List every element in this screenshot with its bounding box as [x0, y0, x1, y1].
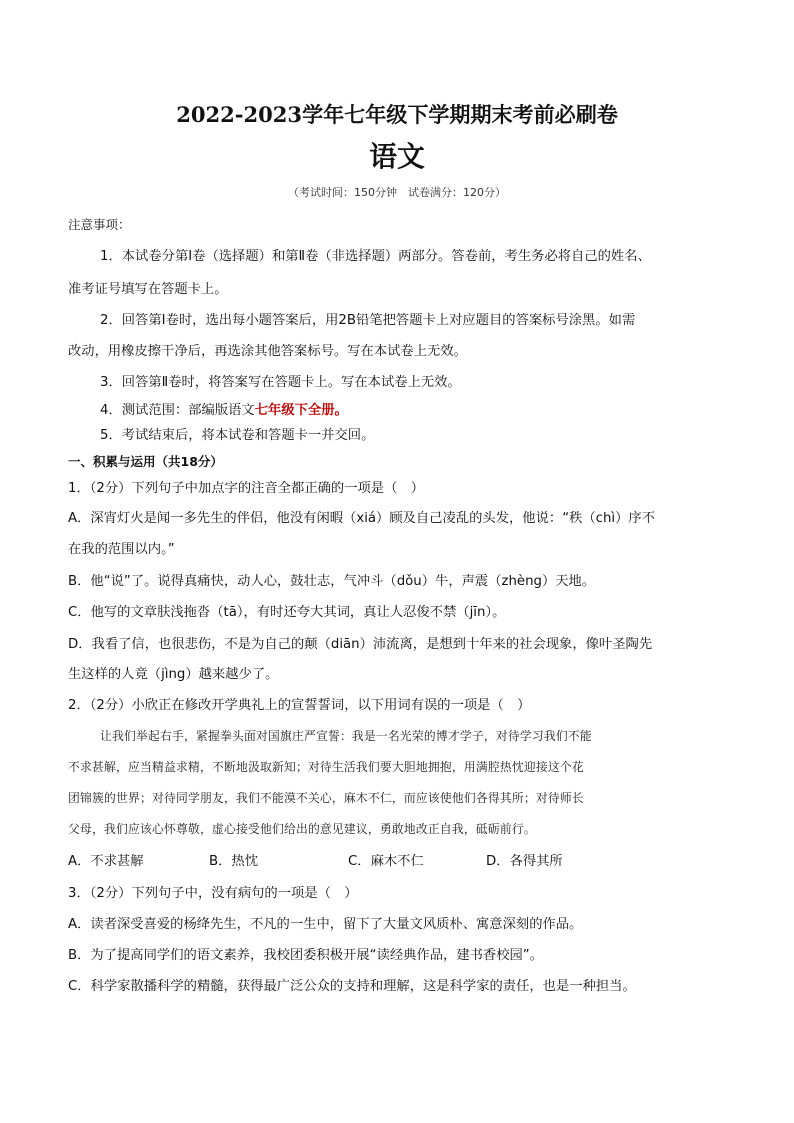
notice-item-1-line-2: 准考证号填写在答题卡上。: [68, 282, 228, 297]
q2-passage-line-2: 不求甚解，应当精益求精，不断地汲取新知；对待生活我们要大胆地拥抱，用满腔热忱迎接这个花: [68, 760, 584, 774]
q1-option-c: C．他写的文章肤浅拖沓（tā），有时还夸大其词，真让人忍俊不禁（jīn）。: [68, 605, 506, 620]
q2-stem: 2．（2分）小欣正在修改开学典礼上的宣誓誓词，以下用词有误的一项是（ ）: [68, 698, 531, 713]
exam-title: 2022-2023学年七年级下学期期末考前必刷卷: [176, 102, 618, 127]
notice-item-5: 5．考试结束后，将本试卷和答题卡一并交回。: [100, 428, 375, 443]
q2-passage-line-4: 父母，我们应该心怀尊敬，虚心接受他们给出的意见建议，勇敢地改正自我，砥砺前行。: [68, 822, 536, 836]
notice-item-2-line-2: 改动，用橡皮擦干净后，再选涂其他答案标号。写在本试卷上无效。: [68, 344, 467, 359]
q1-option-a-line-1: A．深宵灯火是闻一多先生的伴侣，他没有闲暇（xiá）顾及自己凌乱的头发，他说：“秩（chì）序不: [68, 511, 656, 526]
q3-option-c: C．科学家散播科学的精髓，获得最广泛公众的支持和理解，这是科学家的责任，也是一种担当。: [68, 979, 636, 994]
notice-item-3: 3．回答第Ⅱ卷时，将答案写在答题卡上。写在本试卷上无效。: [100, 375, 461, 390]
q2-option-a: A．不求甚解: [68, 854, 144, 869]
q2-passage-line-1: 让我们举起右手，紧握拳头面对国旗庄严宣誓：我是一名光荣的博才学子，对待学习我们不能: [100, 729, 592, 743]
notice-item-4-highlight: 七年级下全册。: [254, 403, 348, 418]
q1-option-d-line-1: D．我看了信，也很悲伤，不是为自己的颠（diān）沛流离，是想到十年来的社会现象，像叶圣陶先: [68, 637, 653, 652]
notice-item-4: [100, 404, 348, 417]
q3-option-b: B．为了提高同学们的语文素养，我校团委积极开展“读经典作品，建书香校园”。: [68, 948, 543, 963]
q2-passage-line-3: 团锦簇的世界；对待同学朋友，我们不能漠不关心，麻木不仁，而应该使他们各得其所；对待师长: [68, 791, 584, 805]
exam-info: （考试时间：150分钟 试卷满分：120分）: [288, 186, 506, 199]
subject-title: 语文: [369, 140, 425, 173]
q2-option-b: B．热忱: [209, 854, 259, 869]
notice-item-2-line-1: 2．回答第Ⅰ卷时，选出每小题答案后，用2B铅笔把答题卡上对应题目的答案标号涂黑。如需: [100, 313, 636, 328]
q3-option-a: A．读者深受喜爱的杨绛先生，不凡的一生中，留下了大量文风质朴、寓意深刻的作品。: [68, 917, 583, 932]
q3-stem: 3．（2分）下列句子中，没有病句的一项是（ ）: [68, 886, 358, 901]
q1-option-a-line-2: 在我的范围以内。”: [68, 542, 175, 557]
notice-heading: 注意事项：: [68, 217, 131, 232]
q1-option-d-line-2: 生这样的人竟（jìng）越来越少了。: [68, 667, 279, 682]
notice-item-4-text: 4．测试范围：部编版语文: [100, 403, 255, 418]
q2-option-d: D．各得其所: [486, 854, 563, 869]
section-1-heading: 一、积累与运用（共18分）: [68, 454, 223, 469]
q2-option-c: C．麻木不仁: [348, 854, 424, 869]
q1-option-b: B．他“说”了。说得真痛快，动人心，鼓壮志，气冲斗（dǒu）牛，声震（zhèng）天地。: [68, 574, 596, 589]
notice-item-1-line-1: 1．本试卷分第Ⅰ卷（选择题）和第Ⅱ卷（非选择题）两部分。答卷前，考生务必将自己的姓名、: [100, 249, 651, 264]
q1-stem: 1．（2分）下列句子中加点字的注音全都正确的一项是（ ）: [68, 481, 424, 496]
